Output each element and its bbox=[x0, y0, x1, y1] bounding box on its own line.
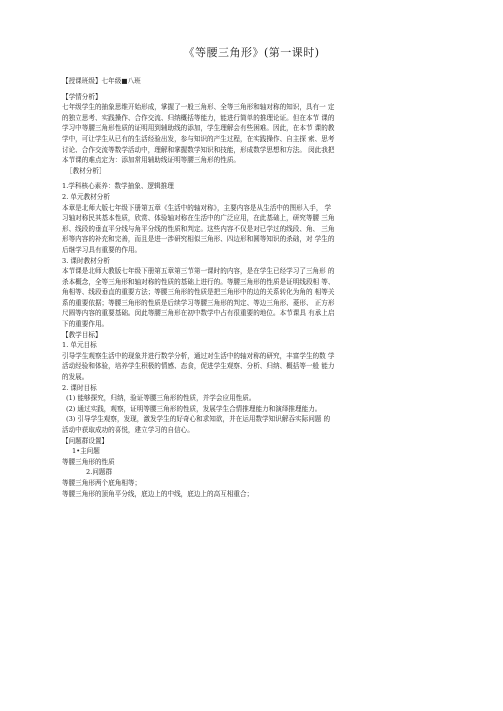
text-line: 角相等、线段垂直的重要方法；等腰三角形的性质是把三角形中的边的关系转化为角的 相等关 bbox=[62, 288, 335, 297]
text-line: 本章是北师大版七年级下册第五章《生活中的轴对称》，主要内容是从生活中的图形入手， 学 bbox=[62, 203, 332, 212]
text-line: 的发展。 bbox=[62, 373, 89, 382]
section-heading-questions: 【问题群设置】 bbox=[62, 436, 109, 445]
text-line: 杀本概念，全等三角形和轴对称的性质的基础上进行的。等腰三角形的性质是证明线段相 等、 bbox=[62, 277, 335, 286]
section-heading-xueqing: 【学情分析】 bbox=[62, 92, 102, 101]
subheading-unit-goals: 1. 单元目标 bbox=[62, 341, 97, 350]
subheading-main-question: 1•主问题 bbox=[72, 447, 100, 456]
text-line: 讨论、合作交流等数学活动中，理解和掌握数学知识和技能，形成数学思想和方法。 闵此我把 bbox=[62, 145, 335, 154]
text-line: 系的重要依据；等腰三角形的性质是后续学习等腰三角形的判定、等边三角形、菱形、 正方形 bbox=[62, 298, 335, 307]
subheading-lesson-analysis: 3. 课时教材分析 bbox=[62, 256, 110, 265]
main-question-text: 等腰三角形的性质 bbox=[62, 457, 115, 466]
text-line: 形、线段的垂直平分线与角平分线的性质和判定。这些内容不仅是对已学过的线段、角、 三角 bbox=[62, 224, 335, 233]
goal-item-2: (2) 通过实践，观察，证明等腰三角形的性质，发展学生合情推理能力和演绎推理能力。 bbox=[66, 404, 322, 413]
paragraph-unit-goals bbox=[62, 351, 440, 383]
core-literacy-line: 1.学科核心素养：数学抽象、逻辑推理 bbox=[62, 182, 174, 191]
text-line: 习轴对称民其基本性质，欣赏、体验轴对称在生活中的广泛应用，在此基础上，研究等腰 三角 bbox=[62, 214, 335, 223]
subheading-question-group: 2.问题群 bbox=[86, 468, 113, 477]
text-line: 学习中等腰三角形性质的证明用到辅助线的添加，学生理解会有些困难。因此，在本节 课的教 bbox=[62, 124, 335, 133]
text-line: 的独立思考、实践操作、合作交流、归纳概括等能力，能进行简单的推理论证。但在本节 课的 bbox=[62, 113, 335, 122]
text-line: 引导学生观察生活中的现象并进行数学分析，通过对生活中的轴对称的研究，丰富学生的数 学 bbox=[62, 351, 335, 360]
document-title: 《等腰三角形》(第一课时) bbox=[183, 46, 320, 59]
text-line: 下的重要作用。 bbox=[62, 320, 109, 329]
paragraph-lesson-analysis bbox=[62, 266, 440, 330]
subheading-unit-analysis: 2. 单元教材分析 bbox=[62, 192, 110, 201]
question-item-2: 等腰三角形的顶角平分线，底边上的中线，底边上的高互相重合； bbox=[62, 489, 254, 498]
class-info: 【授课班级】七年级■八班 bbox=[62, 77, 141, 85]
text-line: 活动中获取成功的喜悦，建立学习的自信心。 bbox=[62, 426, 194, 434]
goal-item-3 bbox=[62, 414, 440, 435]
text-line: 学中，可让学生从已有的生活经验出发，参与知识的产生过程，在实践操作、自主探 索、思考 bbox=[62, 134, 335, 143]
document-body bbox=[62, 76, 440, 499]
text-line: 七年级学生的抽象思维开始形成，掌握了一般三角形、全等三角形和轴对称的知识，具有一 定 bbox=[62, 103, 335, 112]
goal-item-1: (1) 能够探究，归纳，验证等腰三角形的性质，并学会应用性质。 bbox=[66, 394, 256, 403]
section-heading-jiaocai: ［教材分析］ bbox=[66, 166, 106, 175]
subheading-lesson-goals: 2. 课时目标 bbox=[62, 383, 97, 392]
text-line: 活动经验和体验，培养学生积极的情感、态食，促进学生观察、分析、归纳、概括等一般 能力 bbox=[62, 362, 335, 371]
text-line: 形等内容的补充和完善，而且是进一涉研究相似三角形、四边形和圆等知识的杀础，对 学生的 bbox=[62, 235, 335, 244]
section-heading-goals: 【教学目标】 bbox=[62, 330, 102, 339]
text-line: (3) 引导学生观察，发现，激发学生的好奇心和求知欲，并在运用数学知识解吞实际问题 的 bbox=[66, 415, 331, 424]
text-line: 后继学习具有重要的作用。 bbox=[62, 245, 142, 254]
text-line: 尺圆等内容的重要基础。闵此等腰三角形在初中数学中占有很重要的地位。本节课具 有承上启 bbox=[62, 309, 335, 318]
text-line: 本节课的难点定为：添加常用辅助线证明等腰三角形的性质。 bbox=[62, 156, 241, 165]
text-line: 本节课是北师大教版七年级下册第五章第三节第一课时的内容，是在学生已经学习了三角形 的 bbox=[62, 267, 335, 276]
paragraph-xueqing bbox=[62, 102, 440, 166]
paragraph-unit-analysis bbox=[62, 203, 440, 256]
question-item-1: 等腰三角形两个底角相等； bbox=[62, 478, 142, 487]
